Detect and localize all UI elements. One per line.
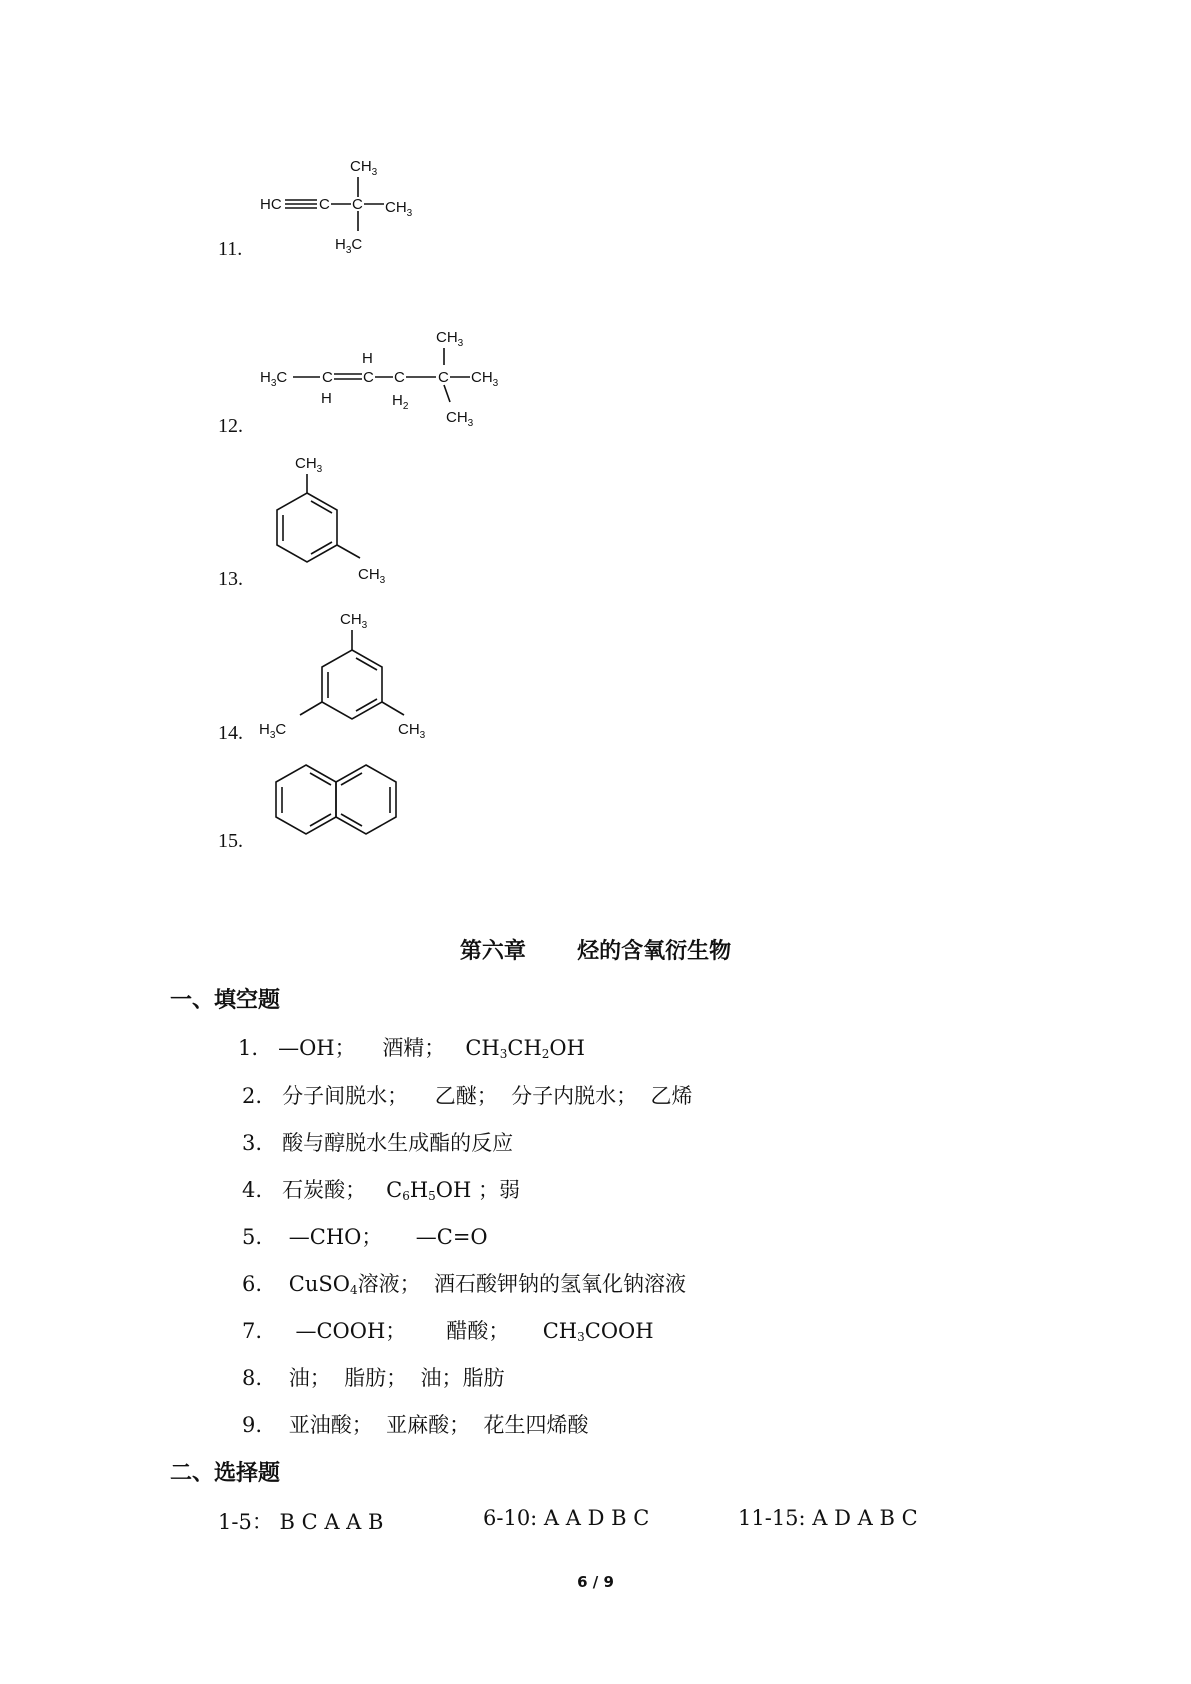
structure-13-diagram <box>255 455 415 595</box>
choice-answers-6-10: 6-10: A A D B C <box>483 1506 650 1530</box>
label-h-top: H <box>362 350 373 367</box>
label-c3: C <box>394 369 405 386</box>
chapter-heading <box>0 934 1191 965</box>
label-ch3-right: $CH_3$ <box>385 199 413 219</box>
answer-item-6: 6. CuSO$_4$溶液； 酒石酸钾钠的氢氧化钠溶液 <box>242 1272 686 1297</box>
structure-number-15: 15. <box>218 830 243 852</box>
structure-number-14: 14. <box>218 722 243 744</box>
answer-item-4: 4. 石炭酸； $C_6H_5OH$ ；弱 <box>242 1178 521 1203</box>
label-h3c-left: $H_3C$ <box>259 721 287 741</box>
label-h-bottom: H <box>321 390 332 407</box>
label-hc: HC <box>260 196 282 213</box>
label-c1: C <box>322 369 333 386</box>
answer-item-7: 7. —COOH； 醋酸； $CH_3COOH$ <box>242 1319 654 1344</box>
label-c4: C <box>438 369 449 386</box>
label-h3c-bottom: $H_3C$ <box>335 236 363 256</box>
choice-answers-1-5: 1-5： B C A A B <box>218 1510 384 1534</box>
answer-item-2: 2. 分子间脱水； 乙醚； 分子内脱水； 乙烯 <box>242 1084 693 1108</box>
label-ch3-right: $CH_3$ <box>398 721 426 741</box>
section-title-fill-blank: 一、填空题 <box>170 988 281 1013</box>
label-h3c: $H_3C$ <box>260 369 288 389</box>
answer-item-3: 3. 酸与醇脱水生成酯的反应 <box>242 1131 514 1155</box>
label-ch3-bottom: $CH_3$ <box>446 409 474 429</box>
answer-item-5: 5. —CHO； —C=O <box>242 1225 488 1249</box>
label-c1: C <box>319 196 330 213</box>
structure-number-13: 13. <box>218 568 243 590</box>
chapter-title: 烃的含氧衍生物 <box>577 939 732 964</box>
label-ch3-right: $CH_3$ <box>358 566 386 586</box>
label-ch3-top: $CH_3$ <box>350 158 378 178</box>
answer-item-8: 8. 油； 脂肪； 油；脂肪 <box>242 1366 505 1390</box>
choice-answers-11-15: 11-15: A D A B C <box>738 1506 918 1530</box>
chapter-number: 第六章 <box>459 939 526 964</box>
structure-number-11: 11. <box>218 238 243 260</box>
label-c2: C <box>363 369 374 386</box>
label-ch3-top: $CH_3$ <box>295 455 323 475</box>
label-ch3-top: $CH_3$ <box>436 329 464 349</box>
answer-item-9: 9. 亚油酸； 亚麻酸； 花生四烯酸 <box>242 1413 589 1437</box>
page-number: 6 / 9 <box>577 1573 614 1591</box>
answer-item-1: 1. —OH； 酒精； $CH_3CH_2OH$ <box>238 1036 585 1061</box>
label-h2: $H_2$ <box>392 392 409 412</box>
label-c2: C <box>352 196 363 213</box>
label-ch3-top: $CH_3$ <box>340 611 368 631</box>
structure-11-diagram <box>255 155 455 265</box>
section-title-multiple-choice: 二、选择题 <box>170 1461 281 1486</box>
structure-12-diagram <box>258 325 518 435</box>
structure-14-diagram <box>255 610 455 750</box>
label-ch3-right: $CH_3$ <box>471 369 499 389</box>
structure-number-12: 12. <box>218 415 243 437</box>
structure-15-diagram <box>260 757 420 857</box>
